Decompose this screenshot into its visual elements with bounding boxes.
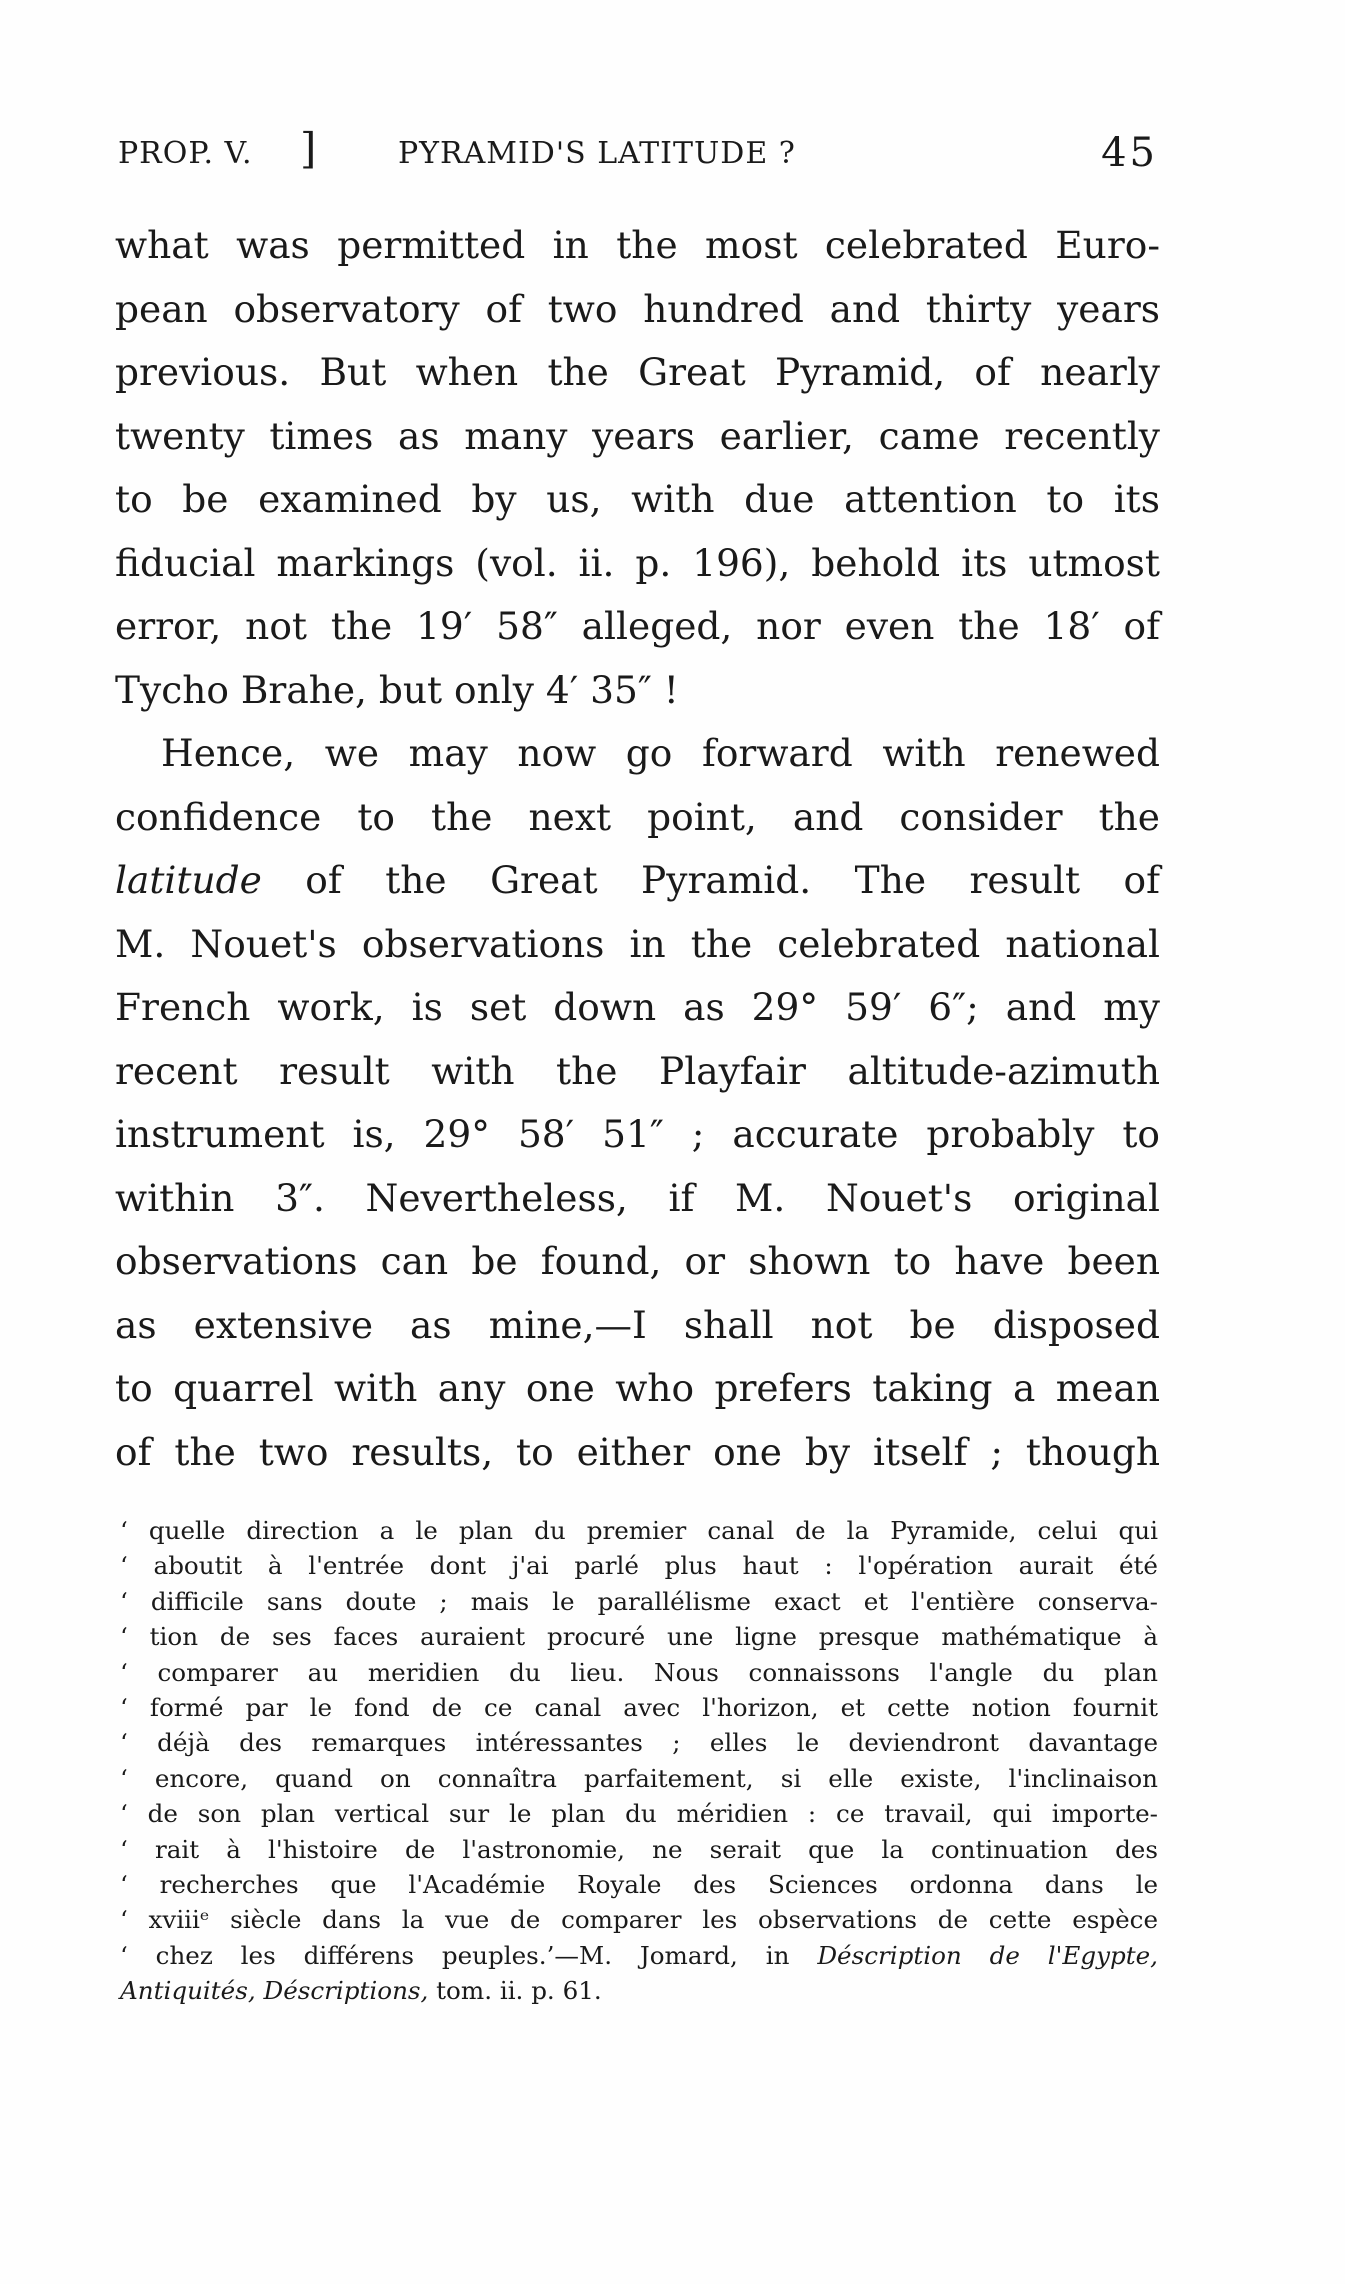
footnote-line: ‘ difficile sans doute ; mais le parallélisme exact et l'entière conserva- xyxy=(120,1586,1158,1616)
page-number: 45 xyxy=(1101,130,1158,176)
body-line: fiducial markings (vol. ii. p. 196), behold its utmost xyxy=(115,540,1160,585)
footnote-line: ‘ encore, quand on connaîtra parfaitement, si elle existe, l'inclinaison xyxy=(120,1763,1158,1793)
footnote-block xyxy=(120,1513,1158,2008)
body-line: previous. But when the Great Pyramid, of nearly xyxy=(115,350,1160,394)
footnote-line-citation-end xyxy=(120,1973,1158,2008)
body-line: twenty times as many years earlier, came recently xyxy=(115,413,1160,458)
body-line: observations can be found, or shown to have been xyxy=(115,1239,1160,1283)
italic-word-latitude: latitude xyxy=(115,858,262,902)
body-line: within 3″. Nevertheless, if M. Nouet's original xyxy=(115,1175,1160,1220)
footnote-plain-text: ‘ chez les différens peuples.’—M. Jomard, in xyxy=(120,1940,818,1970)
footnote-line-citation xyxy=(120,1938,1158,1973)
footnote-line: ‘ rait à l'histoire de l'astronomie, ne serait que la continuation des xyxy=(120,1834,1158,1864)
footnote-italic-title: Déscription de l'Egypte, xyxy=(817,1940,1158,1970)
proposition-label: PROP. V. xyxy=(118,136,253,171)
body-line: confidence to the next point, and consider the xyxy=(115,794,1160,839)
footnote-line: ‘ déjà des remarques intéressantes ; elles le deviendront davantage xyxy=(120,1728,1158,1758)
running-header xyxy=(118,124,1158,188)
footnote-line: ‘ quelle direction a le plan du premier canal de la Pyramide, celui qui xyxy=(120,1516,1158,1545)
footnote-plain-text: tom. ii. p. 61. xyxy=(428,1976,602,2006)
body-line: what was permitted in the most celebrated Euro- xyxy=(115,223,1160,267)
body-line: instrument is, 29° 58′ 51″ ; accurate probably to xyxy=(115,1112,1160,1156)
paragraph-start-line: Hence, we may now go forward with renewed xyxy=(161,731,1160,775)
footnote-line: ‘ de son plan vertical sur le plan du méridien : ce travail, qui importe- xyxy=(120,1799,1158,1829)
footnote-line: ‘ recherches que l'Académie Royale des Sciences ordonna dans le xyxy=(120,1869,1158,1899)
footnote-line: ‘ comparer au meridien du lieu. Nous connaissons l'angle du plan xyxy=(120,1657,1158,1687)
body-line-with-italic xyxy=(115,849,1160,913)
body-line: pean observatory of two hundred and thirty years xyxy=(115,286,1160,331)
body-line: French work, is set down as 29° 59′ 6″; and my xyxy=(115,985,1160,1029)
footnote-line: ‘ formé par le fond de ce canal avec l'horizon, et cette notion fournit xyxy=(120,1692,1158,1722)
footnote-line: ‘ xviiiᵉ siècle dans la vue de comparer les observations de cette espèce xyxy=(120,1905,1158,1935)
header-bracket: ] xyxy=(300,124,318,173)
body-line: Tycho Brahe, but only 4′ 35″ ! xyxy=(115,667,679,712)
body-line: of the two results, to either one by itself ; though xyxy=(115,1429,1160,1474)
running-title: PYRAMID'S LATITUDE ? xyxy=(398,136,796,171)
footnote-line: ‘ tion de ses faces auraient procuré une ligne presque mathématique à xyxy=(120,1622,1158,1652)
body-line: error, not the 19′ 58″ alleged, nor even the 18′ of xyxy=(115,604,1160,648)
footnote-italic-title: Antiquités, Déscriptions, xyxy=(120,1976,429,2006)
body-line: as extensive as mine,—I shall not be disposed xyxy=(115,1302,1160,1347)
body-line: to quarrel with any one who prefers taking a mean xyxy=(115,1366,1160,1410)
body-line: to be examined by us, with due attention to its xyxy=(115,477,1160,521)
body-line: M. Nouet's observations in the celebrated national xyxy=(115,921,1160,966)
body-line-rest: of the Great Pyramid. The result of xyxy=(261,858,1160,902)
body-line: recent result with the Playfair altitude-azimuth xyxy=(115,1048,1160,1093)
footnote-line: ‘ aboutit à l'entrée dont j'ai parlé plus haut : l'opération aurait été xyxy=(120,1551,1158,1581)
body-text xyxy=(115,214,1160,1484)
